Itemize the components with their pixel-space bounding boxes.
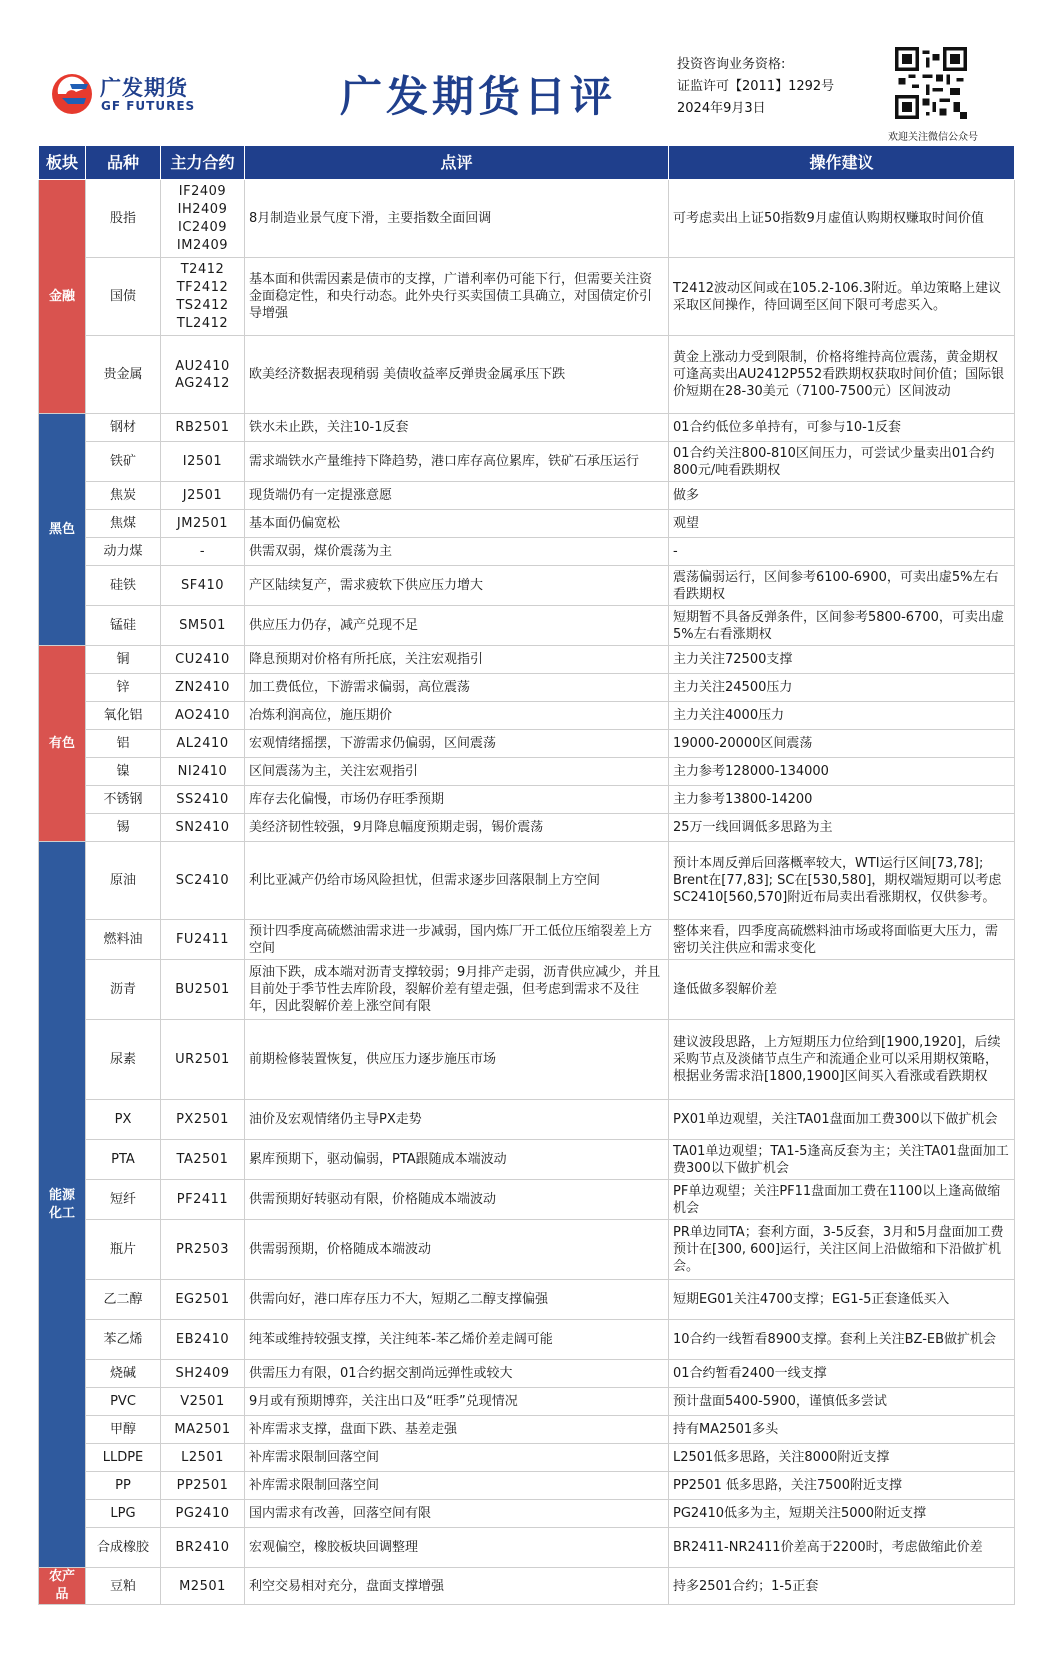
advice-cell: 建议波段思路，上方短期压力位给到[1900,1920]，后续采购节点及淡储节点生产和流通企业可以采用期权策略，根据业务需求沿[1800,1900]区间买入看涨或看跌期权 (669, 1020, 1015, 1100)
meta-qualification: 投资咨询业务资格: (677, 57, 786, 72)
contract-code: V2501 (180, 1394, 225, 1409)
comment-cell: 8月制造业景气度下滑，主要指数全面回调 (245, 180, 669, 258)
contract-cell (161, 414, 245, 442)
contract-cell (161, 1568, 245, 1605)
table-row (39, 814, 1015, 842)
advice-cell: 主力关注24500压力 (669, 674, 1015, 702)
variety-cell: LLDPE (86, 1444, 161, 1472)
advice-cell: 持有MA2501多头 (669, 1416, 1015, 1444)
comment-cell: 美经济韧性较强，9月降息幅度预期走弱，锡价震荡 (245, 814, 669, 842)
table-row (39, 842, 1015, 920)
variety-cell: 铜 (86, 646, 161, 674)
contract-cell (161, 1140, 245, 1180)
contract-code: TS2412 (176, 297, 229, 313)
comment-cell: 宏观情绪摇摆，下游需求仍偏弱，区间震荡 (245, 730, 669, 758)
table-row (39, 566, 1015, 606)
table-row (39, 442, 1015, 482)
advice-cell: 19000-20000区间震荡 (669, 730, 1015, 758)
contract-cell (161, 538, 245, 566)
variety-cell: 钢材 (86, 414, 161, 442)
variety-cell: 焦炭 (86, 482, 161, 510)
contract-cell (161, 258, 245, 336)
advice-cell: 做多 (669, 482, 1015, 510)
comment-cell: 供应压力仍存，减产兑现不足 (245, 606, 669, 646)
variety-cell: 燃料油 (86, 920, 161, 960)
contract-code: FU2411 (175, 932, 230, 947)
sector-cell: 有色 (39, 646, 86, 842)
advice-cell: 主力参考13800-14200 (669, 786, 1015, 814)
contract-code: M2501 (179, 1578, 226, 1594)
table-row (39, 1100, 1015, 1140)
advice-cell: PX01单边观望，关注TA01盘面加工费300以下做扩机会 (669, 1100, 1015, 1140)
comment-cell: 供需压力有限，01合约据交割尚远弹性或较大 (245, 1360, 669, 1388)
contract-code: MA2501 (174, 1422, 231, 1437)
contract-code: PF2411 (176, 1192, 229, 1207)
contract-cell (161, 758, 245, 786)
contract-cell (161, 1388, 245, 1416)
contract-code: L2501 (181, 1450, 224, 1465)
table-row (39, 674, 1015, 702)
comment-cell: 原油下跌，成本端对沥青支撑较弱；9月排产走弱，沥青供应减少，并且目前处于季节性去库阶段，裂解价差有望走强，但考虑到需求不及往年，因此裂解价差上涨空间有限 (245, 960, 669, 1020)
comment-cell: 前期检修装置恢复，供应压力逐步施压市场 (245, 1020, 669, 1100)
variety-cell: PVC (86, 1388, 161, 1416)
contract-code: SC2410 (175, 873, 230, 888)
variety-cell: 股指 (86, 180, 161, 258)
advice-cell: BR2411-NR2411价差高于2200时，考虑做缩此价差 (669, 1528, 1015, 1568)
contract-code: TL2412 (176, 315, 229, 331)
advice-cell: PP2501 低多思路，关注7500附近支撑 (669, 1472, 1015, 1500)
table-row (39, 1360, 1015, 1388)
contract-code: IM2409 (176, 237, 229, 253)
comment-cell: 补库需求限制回落空间 (245, 1444, 669, 1472)
comment-cell: 降息预期对价格有所托底，关注宏观指引 (245, 646, 669, 674)
comment-cell: 冶炼利润高位，施压期价 (245, 702, 669, 730)
table-row (39, 646, 1015, 674)
variety-cell: 烧碱 (86, 1360, 161, 1388)
table-row (39, 1472, 1015, 1500)
contract-code: SF410 (180, 578, 225, 593)
comment-cell: 供需弱预期，价格随成本端波动 (245, 1220, 669, 1280)
contract-cell (161, 442, 245, 482)
variety-cell: 国债 (86, 258, 161, 336)
table-row (39, 336, 1015, 414)
variety-cell: 尿素 (86, 1020, 161, 1100)
advice-cell: 短期暂不具备反弹条件，区间参考5800-6700，可卖出虚5%左右看涨期权 (669, 606, 1015, 646)
contract-code: RB2501 (175, 420, 230, 435)
table-row (39, 482, 1015, 510)
variety-cell: 原油 (86, 842, 161, 920)
logo-text-en: GF FUTURES (101, 99, 196, 113)
advice-cell: 短期EG01关注4700支撑；EG1-5正套逢低买入 (669, 1280, 1015, 1320)
variety-cell: 贵金属 (86, 336, 161, 414)
gf-logo (50, 70, 210, 120)
comment-cell: 供需双弱，煤价震荡为主 (245, 538, 669, 566)
contract-code: PP2501 (176, 1478, 229, 1493)
contract-cell (161, 336, 245, 414)
table-row (39, 1528, 1015, 1568)
contract-cell (161, 842, 245, 920)
contract-code: JM2501 (176, 516, 229, 531)
column-header-contract: 主力合约 (161, 146, 245, 180)
meta-license: 证监许可【2011】1292号 (677, 79, 835, 94)
variety-cell: 氧化铝 (86, 702, 161, 730)
contract-code: SM501 (179, 618, 226, 633)
advice-cell: PF单边观望；关注PF11盘面加工费在1100以上逢高做缩机会 (669, 1180, 1015, 1220)
advice-cell: 主力关注4000压力 (669, 702, 1015, 730)
comment-cell: 区间震荡为主，关注宏观指引 (245, 758, 669, 786)
column-header-comment: 点评 (245, 146, 669, 180)
table-row (39, 1568, 1015, 1605)
contract-cell (161, 1020, 245, 1100)
contract-cell (161, 1500, 245, 1528)
qr-caption: 欢迎关注微信公众号 (888, 132, 978, 143)
variety-cell: 铁矿 (86, 442, 161, 482)
meta-date: 2024年9月3日 (677, 101, 766, 116)
table-row (39, 510, 1015, 538)
contract-code: SH2409 (175, 1366, 230, 1381)
advice-cell: 黄金上涨动力受到限制，价格将维持高位震荡，黄金期权可逢高卖出AU2412P552看跌期权获取时间价值；国际银价短期在28-30美元（7100-7500元）区间波动 (669, 336, 1015, 414)
table-row (39, 1220, 1015, 1280)
contract-cell (161, 1416, 245, 1444)
comment-cell: 基本面仍偏宽松 (245, 510, 669, 538)
variety-cell: PTA (86, 1140, 161, 1180)
variety-cell: 动力煤 (86, 538, 161, 566)
variety-cell: 锌 (86, 674, 161, 702)
comment-cell: 累库预期下，驱动偏弱，PTA跟随成本端波动 (245, 1140, 669, 1180)
table-row (39, 414, 1015, 442)
advice-cell: 震荡偏弱运行，区间参考6100-6900，可卖出虚5%左右看跌期权 (669, 566, 1015, 606)
comment-cell: 油价及宏观情绪仍主导PX走势 (245, 1100, 669, 1140)
variety-cell: 豆粕 (86, 1568, 161, 1605)
comment-cell: 补库需求限制回落空间 (245, 1472, 669, 1500)
table-header-row (39, 146, 1015, 180)
contract-code: AU2410 (175, 358, 230, 374)
contract-cell (161, 1360, 245, 1388)
contract-cell (161, 702, 245, 730)
comment-cell: 宏观偏空，橡胶板块回调整理 (245, 1528, 669, 1568)
variety-cell: 铝 (86, 730, 161, 758)
gf-logo-icon (50, 72, 94, 116)
contract-cell (161, 1180, 245, 1220)
contract-cell (161, 180, 245, 258)
advice-cell: 01合约低位多单持有，可参与10-1反套 (669, 414, 1015, 442)
contract-code: PX2501 (176, 1112, 229, 1127)
advice-cell: L2501低多思路，关注8000附近支撑 (669, 1444, 1015, 1472)
comment-cell: 供需向好，港口库存压力不大，短期乙二醇支撑偏强 (245, 1280, 669, 1320)
contract-cell (161, 606, 245, 646)
comment-cell: 9月或有预期博弈，关注出口及“旺季”兑现情况 (245, 1388, 669, 1416)
column-header-variety: 品种 (86, 146, 161, 180)
comment-cell: 加工费低位，下游需求偏弱，高位震荡 (245, 674, 669, 702)
sector-cell: 金融 (39, 180, 86, 414)
advice-cell: 持多2501合约；1-5正套 (669, 1568, 1015, 1605)
variety-cell: 苯乙烯 (86, 1320, 161, 1360)
variety-cell: 硅铁 (86, 566, 161, 606)
contract-cell (161, 960, 245, 1020)
contract-code: BU2501 (175, 982, 230, 997)
table-row (39, 1444, 1015, 1472)
contract-code: AG2412 (175, 375, 230, 391)
table-row (39, 1416, 1015, 1444)
contract-code: SS2410 (176, 792, 229, 807)
comment-cell: 基本面和供需因素是债市的支撑，广谱利率仍可能下行，但需要关注资金面稳定性，和央行动态。此外央行买卖国债工具确立，对国债定价引导增强 (245, 258, 669, 336)
column-header-sector: 板块 (39, 146, 86, 180)
advice-cell: 预计本周反弹后回落概率较大，WTI运行区间[73,78]; Brent在[77,83]; SC在[530,580]，期权端短期可以考虑SC2410[560,570]附近布局卖出看涨期权，仅供参考。 (669, 842, 1015, 920)
contract-code: IF2409 (178, 183, 227, 199)
table-row (39, 1388, 1015, 1416)
contract-code: EG2501 (175, 1292, 230, 1307)
table-row (39, 1500, 1015, 1528)
comment-cell: 国内需求有改善，回落空间有限 (245, 1500, 669, 1528)
contract-code: IC2409 (178, 219, 227, 235)
table-row (39, 606, 1015, 646)
contract-code: SN2410 (175, 820, 230, 835)
table-row (39, 1180, 1015, 1220)
variety-cell: 镍 (86, 758, 161, 786)
contract-cell (161, 1528, 245, 1568)
contract-cell (161, 1320, 245, 1360)
variety-cell: 乙二醇 (86, 1280, 161, 1320)
contract-cell (161, 566, 245, 606)
comment-cell: 现货端仍有一定提涨意愿 (245, 482, 669, 510)
contract-cell (161, 786, 245, 814)
column-header-advice: 操作建议 (669, 146, 1015, 180)
report-header (0, 0, 1052, 145)
contract-cell (161, 814, 245, 842)
advice-cell: 主力关注72500支撑 (669, 646, 1015, 674)
variety-cell: LPG (86, 1500, 161, 1528)
contract-code: J2501 (182, 488, 223, 503)
table-row (39, 920, 1015, 960)
advice-cell: - (669, 538, 1015, 566)
contract-cell (161, 920, 245, 960)
table-row (39, 786, 1015, 814)
comment-cell: 欧美经济数据表现稍弱 美债收益率反弹贵金属承压下跌 (245, 336, 669, 414)
table-row (39, 1280, 1015, 1320)
contract-cell (161, 1280, 245, 1320)
advice-cell: 整体来看，四季度高硫燃料油市场或将面临更大压力，需密切关注供应和需求变化 (669, 920, 1015, 960)
contract-code: IH2409 (177, 201, 228, 217)
contract-code: NI2410 (177, 764, 228, 779)
contract-code: PR2503 (176, 1242, 229, 1257)
contract-code: UR2501 (175, 1052, 230, 1067)
table-row (39, 180, 1015, 258)
variety-cell: 锡 (86, 814, 161, 842)
variety-cell: PP (86, 1472, 161, 1500)
contract-code: TF2412 (176, 279, 229, 295)
page-title: 广发期货日评 (340, 72, 617, 121)
advice-cell: 观望 (669, 510, 1015, 538)
table-row (39, 758, 1015, 786)
comment-cell: 利比亚减产仍给市场风险担忧，但需求逐步回落限制上方空间 (245, 842, 669, 920)
contract-code: ZN2410 (175, 680, 230, 695)
table-row (39, 1320, 1015, 1360)
variety-cell: 合成橡胶 (86, 1528, 161, 1568)
variety-cell: 不锈钢 (86, 786, 161, 814)
advice-cell: 01合约暂看2400一线支撑 (669, 1360, 1015, 1388)
contract-code: EB2410 (175, 1332, 230, 1347)
sector-cell: 黑色 (39, 414, 86, 646)
table-row (39, 1020, 1015, 1100)
advice-cell: PR单边同TA；套利方面，3-5反套，3月和5月盘面加工费预计在[300, 600]运行，关注区间上沿做缩和下沿做扩机会。 (669, 1220, 1015, 1280)
table-row (39, 258, 1015, 336)
comment-cell: 产区陆续复产，需求疲软下供应压力增大 (245, 566, 669, 606)
advice-cell: 01合约关注800-810区间压力，可尝试少量卖出01合约800元/吨看跌期权 (669, 442, 1015, 482)
comment-cell: 补库需求支撑，盘面下跌、基差走强 (245, 1416, 669, 1444)
table-row (39, 730, 1015, 758)
advice-cell: 25万一线回调低多思路为主 (669, 814, 1015, 842)
variety-cell: 沥青 (86, 960, 161, 1020)
contract-cell (161, 646, 245, 674)
contract-cell (161, 482, 245, 510)
advice-cell: T2412波动区间或在105.2-106.3附近。单边策略上建议采取区间操作，待回调至区间下限可考虑买入。 (669, 258, 1015, 336)
contract-code: AL2410 (176, 736, 229, 751)
report-meta (677, 54, 834, 120)
contract-cell (161, 674, 245, 702)
advice-cell: 预计盘面5400-5900，谨慎低多尝试 (669, 1388, 1015, 1416)
contract-cell (161, 1220, 245, 1280)
contract-cell (161, 1100, 245, 1140)
advice-cell: TA01单边观望；TA1-5逢高反套为主；关注TA01盘面加工费300以下做扩机会 (669, 1140, 1015, 1180)
comment-cell: 纯苯或维持较强支撑，关注纯苯-苯乙烯价差走阔可能 (245, 1320, 669, 1360)
contract-cell (161, 1444, 245, 1472)
comment-cell: 利空交易相对充分，盘面支撑增强 (245, 1568, 669, 1605)
contract-code: CU2410 (175, 652, 230, 667)
variety-cell: 锰硅 (86, 606, 161, 646)
contract-code: I2501 (182, 454, 223, 469)
variety-cell: 短纤 (86, 1180, 161, 1220)
qr-code-icon (895, 47, 967, 119)
contract-cell (161, 730, 245, 758)
variety-cell: PX (86, 1100, 161, 1140)
table-row (39, 538, 1015, 566)
table-row (39, 702, 1015, 730)
contract-code: - (199, 544, 206, 559)
comment-cell: 库存去化偏慢，市场仍存旺季预期 (245, 786, 669, 814)
comment-cell: 需求端铁水产量维持下降趋势，港口库存高位累库，铁矿石承压运行 (245, 442, 669, 482)
sector-cell: 农产品 (39, 1568, 86, 1605)
contract-code: AO2410 (175, 708, 230, 723)
variety-cell: 甲醇 (86, 1416, 161, 1444)
comment-cell: 供需预期好转驱动有限，价格随成本端波动 (245, 1180, 669, 1220)
daily-review-table (38, 145, 1015, 1605)
table-row (39, 1140, 1015, 1180)
table-row (39, 960, 1015, 1020)
contract-cell (161, 510, 245, 538)
advice-cell: 可考虑卖出上证50指数9月虚值认购期权赚取时间价值 (669, 180, 1015, 258)
comment-cell: 铁水未止跌，关注10-1反套 (245, 414, 669, 442)
advice-cell: 10合约一线暂看8900支撑。套利上关注BZ-EB做扩机会 (669, 1320, 1015, 1360)
variety-cell: 瓶片 (86, 1220, 161, 1280)
variety-cell: 焦煤 (86, 510, 161, 538)
advice-cell: PG2410低多为主，短期关注5000附近支撑 (669, 1500, 1015, 1528)
contract-code: TA2501 (176, 1152, 229, 1167)
logo-text-cn: 广发期货 (100, 76, 188, 100)
advice-cell: 主力参考128000-134000 (669, 758, 1015, 786)
contract-code: BR2410 (175, 1540, 230, 1555)
advice-cell: 逢低做多裂解价差 (669, 960, 1015, 1020)
comment-cell: 预计四季度高硫燃油需求进一步减弱，国内炼厂开工低位压缩裂差上方空间 (245, 920, 669, 960)
sector-cell: 能源化工 (39, 842, 86, 1568)
contract-cell (161, 1472, 245, 1500)
contract-code: T2412 (180, 261, 225, 277)
contract-code: PG2410 (175, 1506, 230, 1521)
